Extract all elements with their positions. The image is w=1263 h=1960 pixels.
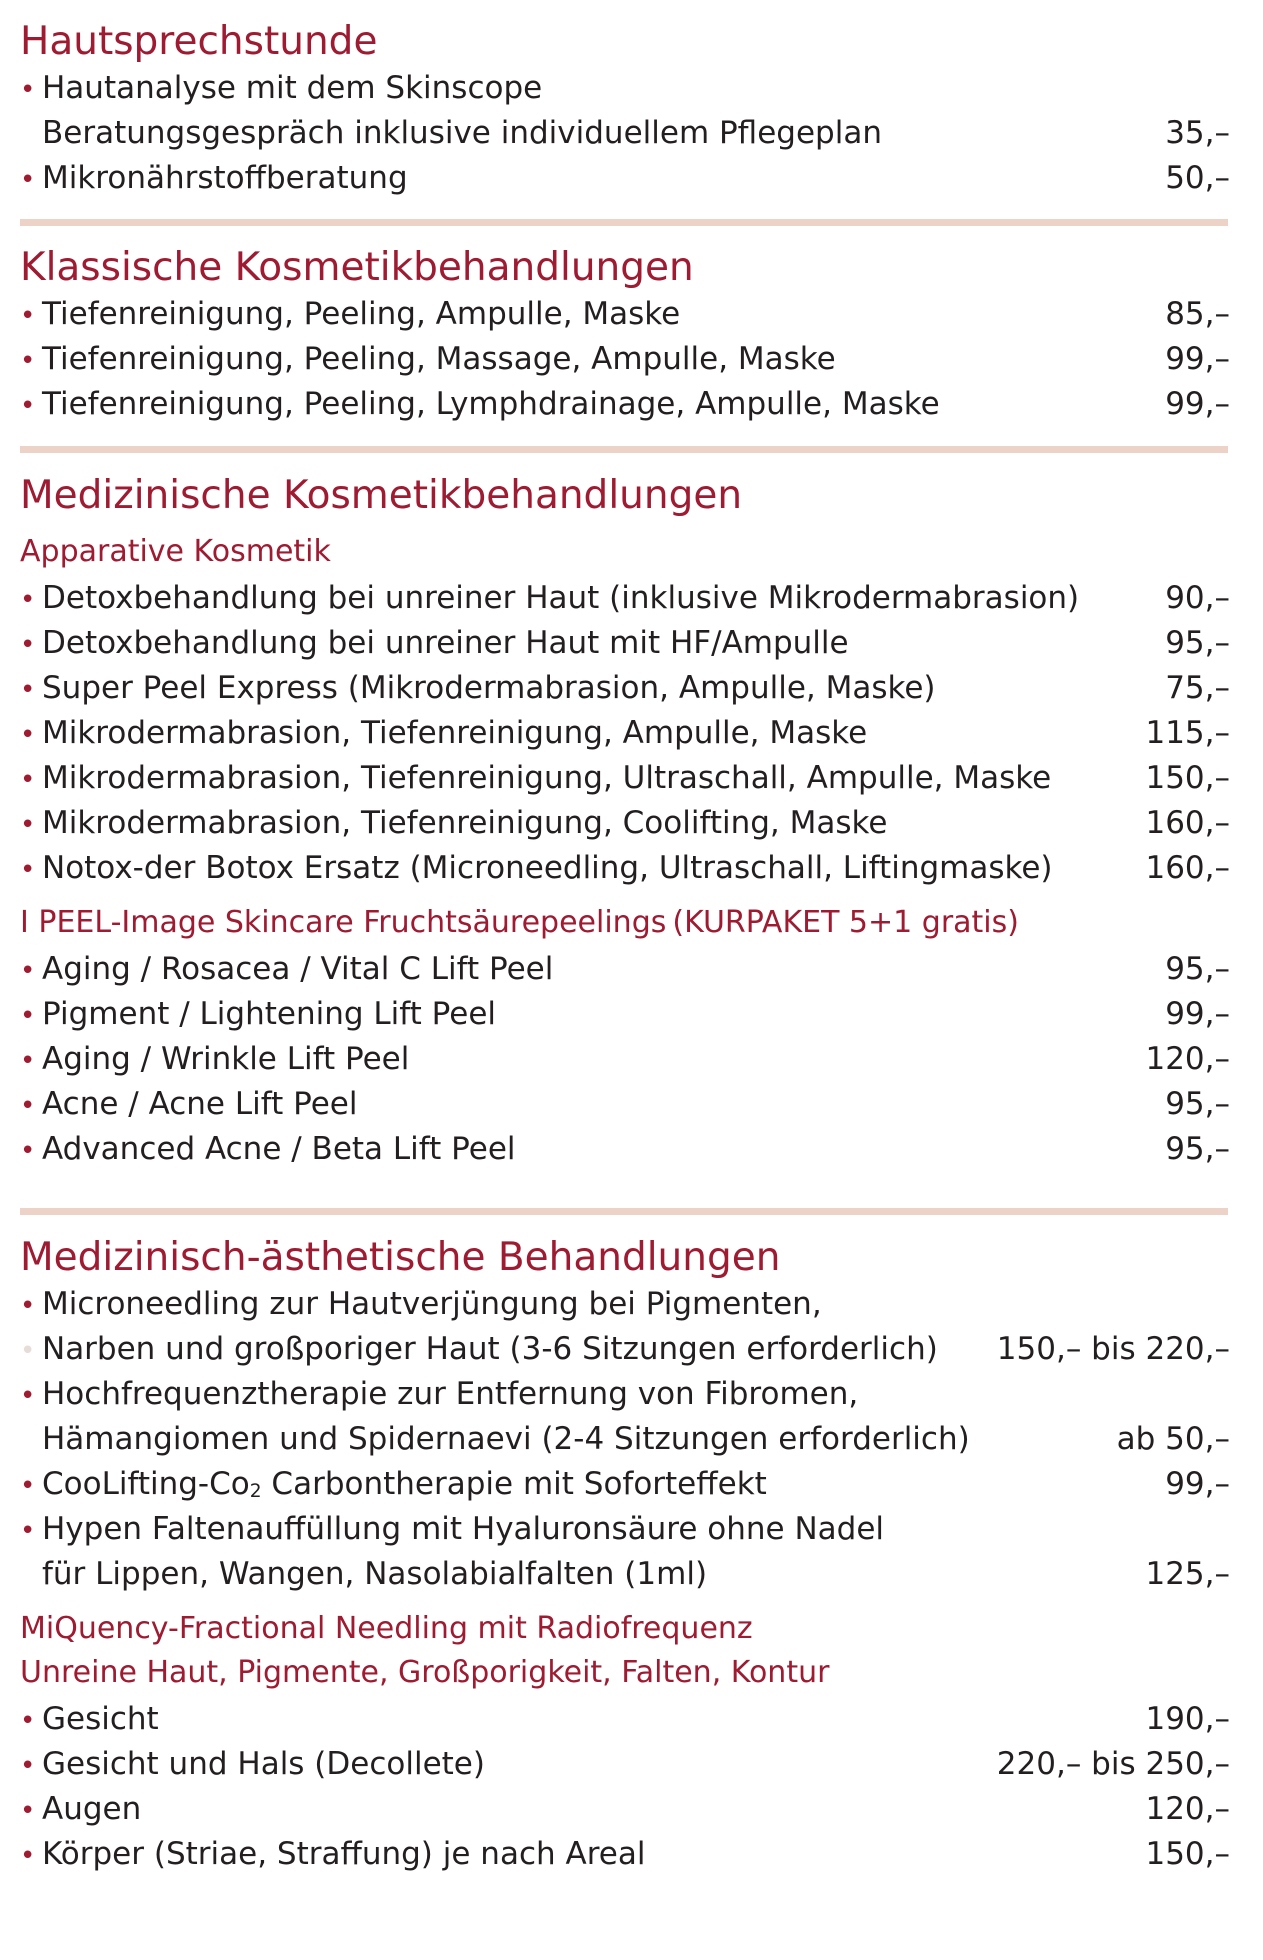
item-price: ab 50,– [1116,1421,1230,1457]
divider [20,1208,1228,1215]
item-price: 95,– [1165,1086,1230,1122]
item-text: CooLifting-$Co_2$ Carbontherapie mit Soforteffekt [42,1466,767,1502]
item-text: Aging / Wrinkle Lift Peel [42,1041,410,1077]
ipeel-title: I PEEL-Image Skincare Fruchtsäurepeelings [20,905,667,940]
section-klassisch [20,244,1230,427]
item-text: Gesicht und Hals (Decollete) [42,1746,485,1782]
item-price: 190,– [1145,1701,1230,1737]
bullet-icon: • [20,301,36,331]
bullet-icon: • [20,1796,36,1826]
list-item [20,756,1230,801]
item-price: 99,– [1165,341,1230,377]
item-text: Tiefenreinigung, Peeling, Ampulle, Maske [42,296,681,332]
bullet-icon: • [20,75,36,105]
list-item [20,1037,1230,1082]
subsection-title-miquency: MiQuency-Fractional Needling mit Radiofrequenz [20,1611,753,1646]
item-text: Narben und großporiger Haut (3-6 Sitzungen erforderlich) [42,1331,938,1367]
bullet-icon: • [20,855,36,885]
section-hautsprechstunde [20,18,1230,201]
list-item [20,621,1230,666]
item-price: 220,– bis 250,– [996,1746,1230,1782]
item-price: 75,– [1165,670,1230,706]
item-text: Mikronährstoffberatung [42,160,408,196]
item-price: 85,– [1165,296,1230,332]
bullet-icon: • [20,1516,36,1546]
section-title: Klassische Kosmetikbehandlungen [20,245,694,290]
bullet-icon-faint: • [20,1336,36,1366]
item-price: 115,– [1145,715,1230,751]
section-title: Hautsprechstunde [20,19,378,64]
list-item [20,947,1230,992]
section-aesthetisch [20,1234,1230,1877]
list-item [20,1282,1230,1327]
item-price: 150,– bis 220,– [996,1331,1230,1367]
item-text: Tiefenreinigung, Peeling, Lymphdrainage, Ampulle, Maske [42,386,940,422]
ipeel-note: (KURPAKET 5+1 gratis) [672,905,1019,940]
item-text: Mikrodermabrasion, Tiefenreinigung, Coolifting, Maske [42,805,888,841]
item-price: 95,– [1165,951,1230,987]
item-price: 35,– [1165,115,1230,151]
item-text: Augen [42,1791,142,1827]
item-text: Acne / Acne Lift Peel [42,1086,358,1122]
bullet-icon: • [20,720,36,750]
item-price: 120,– [1145,1791,1230,1827]
bullet-icon: • [20,1091,36,1121]
list-item-continuation [20,111,1230,156]
bullet-icon: • [20,956,36,986]
list-item [20,1742,1230,1787]
item-text: Gesicht [42,1701,159,1737]
item-price: 95,– [1165,625,1230,661]
bullet-icon: • [20,675,36,705]
bullet-icon: • [20,1001,36,1031]
list-item [20,1082,1230,1127]
bullet-icon: • [20,1291,36,1321]
bullet-icon: • [20,1751,36,1781]
list-item [20,382,1230,427]
list-item [20,666,1230,711]
list-item-continuation [20,1552,1230,1597]
list-item [20,1507,1230,1552]
item-text: Microneedling zur Hautverjüngung bei Pigmenten, [42,1286,822,1322]
bullet-icon: • [20,1471,36,1501]
list-item [20,801,1230,846]
item-text: Detoxbehandlung bei unreiner Haut (inklusive Mikrodermabrasion) [42,580,1080,616]
subsection-title-apparative: Apparative Kosmetik [20,534,331,569]
list-item [20,337,1230,382]
item-text: für Lippen, Wangen, Nasolabialfalten (1ml) [42,1556,708,1592]
item-text: Detoxbehandlung bei unreiner Haut mit HF/Ampulle [42,625,849,661]
item-text: Körper (Striae, Straffung) je nach Areal [42,1836,646,1872]
list-item-continuation [20,1327,1230,1372]
list-item [20,1372,1230,1417]
item-text: Super Peel Express (Mikrodermabrasion, Ampulle, Maske) [42,670,936,706]
list-item [20,711,1230,756]
divider [20,446,1228,453]
item-text: Notox-der Botox Ersatz (Microneedling, Ultraschall, Liftingmaske) [42,850,1053,886]
section-title: Medizinisch-ästhetische Behandlungen [20,1235,781,1280]
bullet-icon: • [20,1706,36,1736]
section-title: Medizinische Kosmetikbehandlungen [20,473,743,518]
item-price: 50,– [1165,160,1230,196]
item-price: 99,– [1165,386,1230,422]
bullet-icon: • [20,1136,36,1166]
list-item [20,66,1230,111]
bullet-icon: • [20,810,36,840]
item-text: Hautanalyse mit dem Skinscope [42,70,543,106]
list-item [20,1127,1230,1172]
bullet-icon: • [20,630,36,660]
subsection-title-ipeel [20,903,1230,947]
bullet-icon: • [20,1841,36,1871]
bullet-icon: • [20,346,36,376]
item-text: Hypen Faltenauffüllung mit Hyaluronsäure ohne Nadel [42,1511,885,1547]
list-item [20,1832,1230,1877]
list-item [20,156,1230,201]
bullet-icon: • [20,765,36,795]
subsection-subtitle-miquency: Unreine Haut, Pigmente, Großporigkeit, Falten, Kontur [20,1655,830,1690]
bullet-icon: • [20,1381,36,1411]
item-text: Hämangiomen und Spidernaevi (2-4 Sitzungen erforderlich) [42,1421,970,1457]
section-medizinisch [20,472,1230,1172]
list-item [20,576,1230,621]
bullet-icon: • [20,585,36,615]
list-item [20,1697,1230,1742]
item-price: 150,– [1145,760,1230,796]
item-price: 90,– [1165,580,1230,616]
list-item-continuation [20,1417,1230,1462]
list-item [20,992,1230,1037]
divider [20,219,1228,226]
item-text: Mikrodermabrasion, Tiefenreinigung, Ultraschall, Ampulle, Maske [42,760,1052,796]
item-text: Pigment / Lightening Lift Peel [42,996,497,1032]
bullet-icon: • [20,1046,36,1076]
item-price: 120,– [1145,1041,1230,1077]
list-item [20,1462,1230,1507]
item-text: Beratungsgespräch inklusive individuellem Pflegeplan [42,115,882,151]
item-price: 150,– [1145,1836,1230,1872]
item-price: 160,– [1145,850,1230,886]
list-item [20,292,1230,337]
item-text: Tiefenreinigung, Peeling, Massage, Ampulle, Maske [42,341,836,377]
bullet-icon: • [20,165,36,195]
list-item [20,846,1230,891]
item-text: Hochfrequenztherapie zur Entfernung von Fibromen, [42,1376,859,1412]
item-price: 95,– [1165,1131,1230,1167]
item-price: 99,– [1165,1466,1230,1502]
item-text: Mikrodermabrasion, Tiefenreinigung, Ampulle, Maske [42,715,868,751]
item-price: 125,– [1145,1556,1230,1592]
item-price: 160,– [1145,805,1230,841]
item-text: Advanced Acne / Beta Lift Peel [42,1131,516,1167]
list-item [20,1787,1230,1832]
item-price: 99,– [1165,996,1230,1032]
bullet-icon: • [20,391,36,421]
item-text: Aging / Rosacea / Vital C Lift Peel [42,951,554,987]
